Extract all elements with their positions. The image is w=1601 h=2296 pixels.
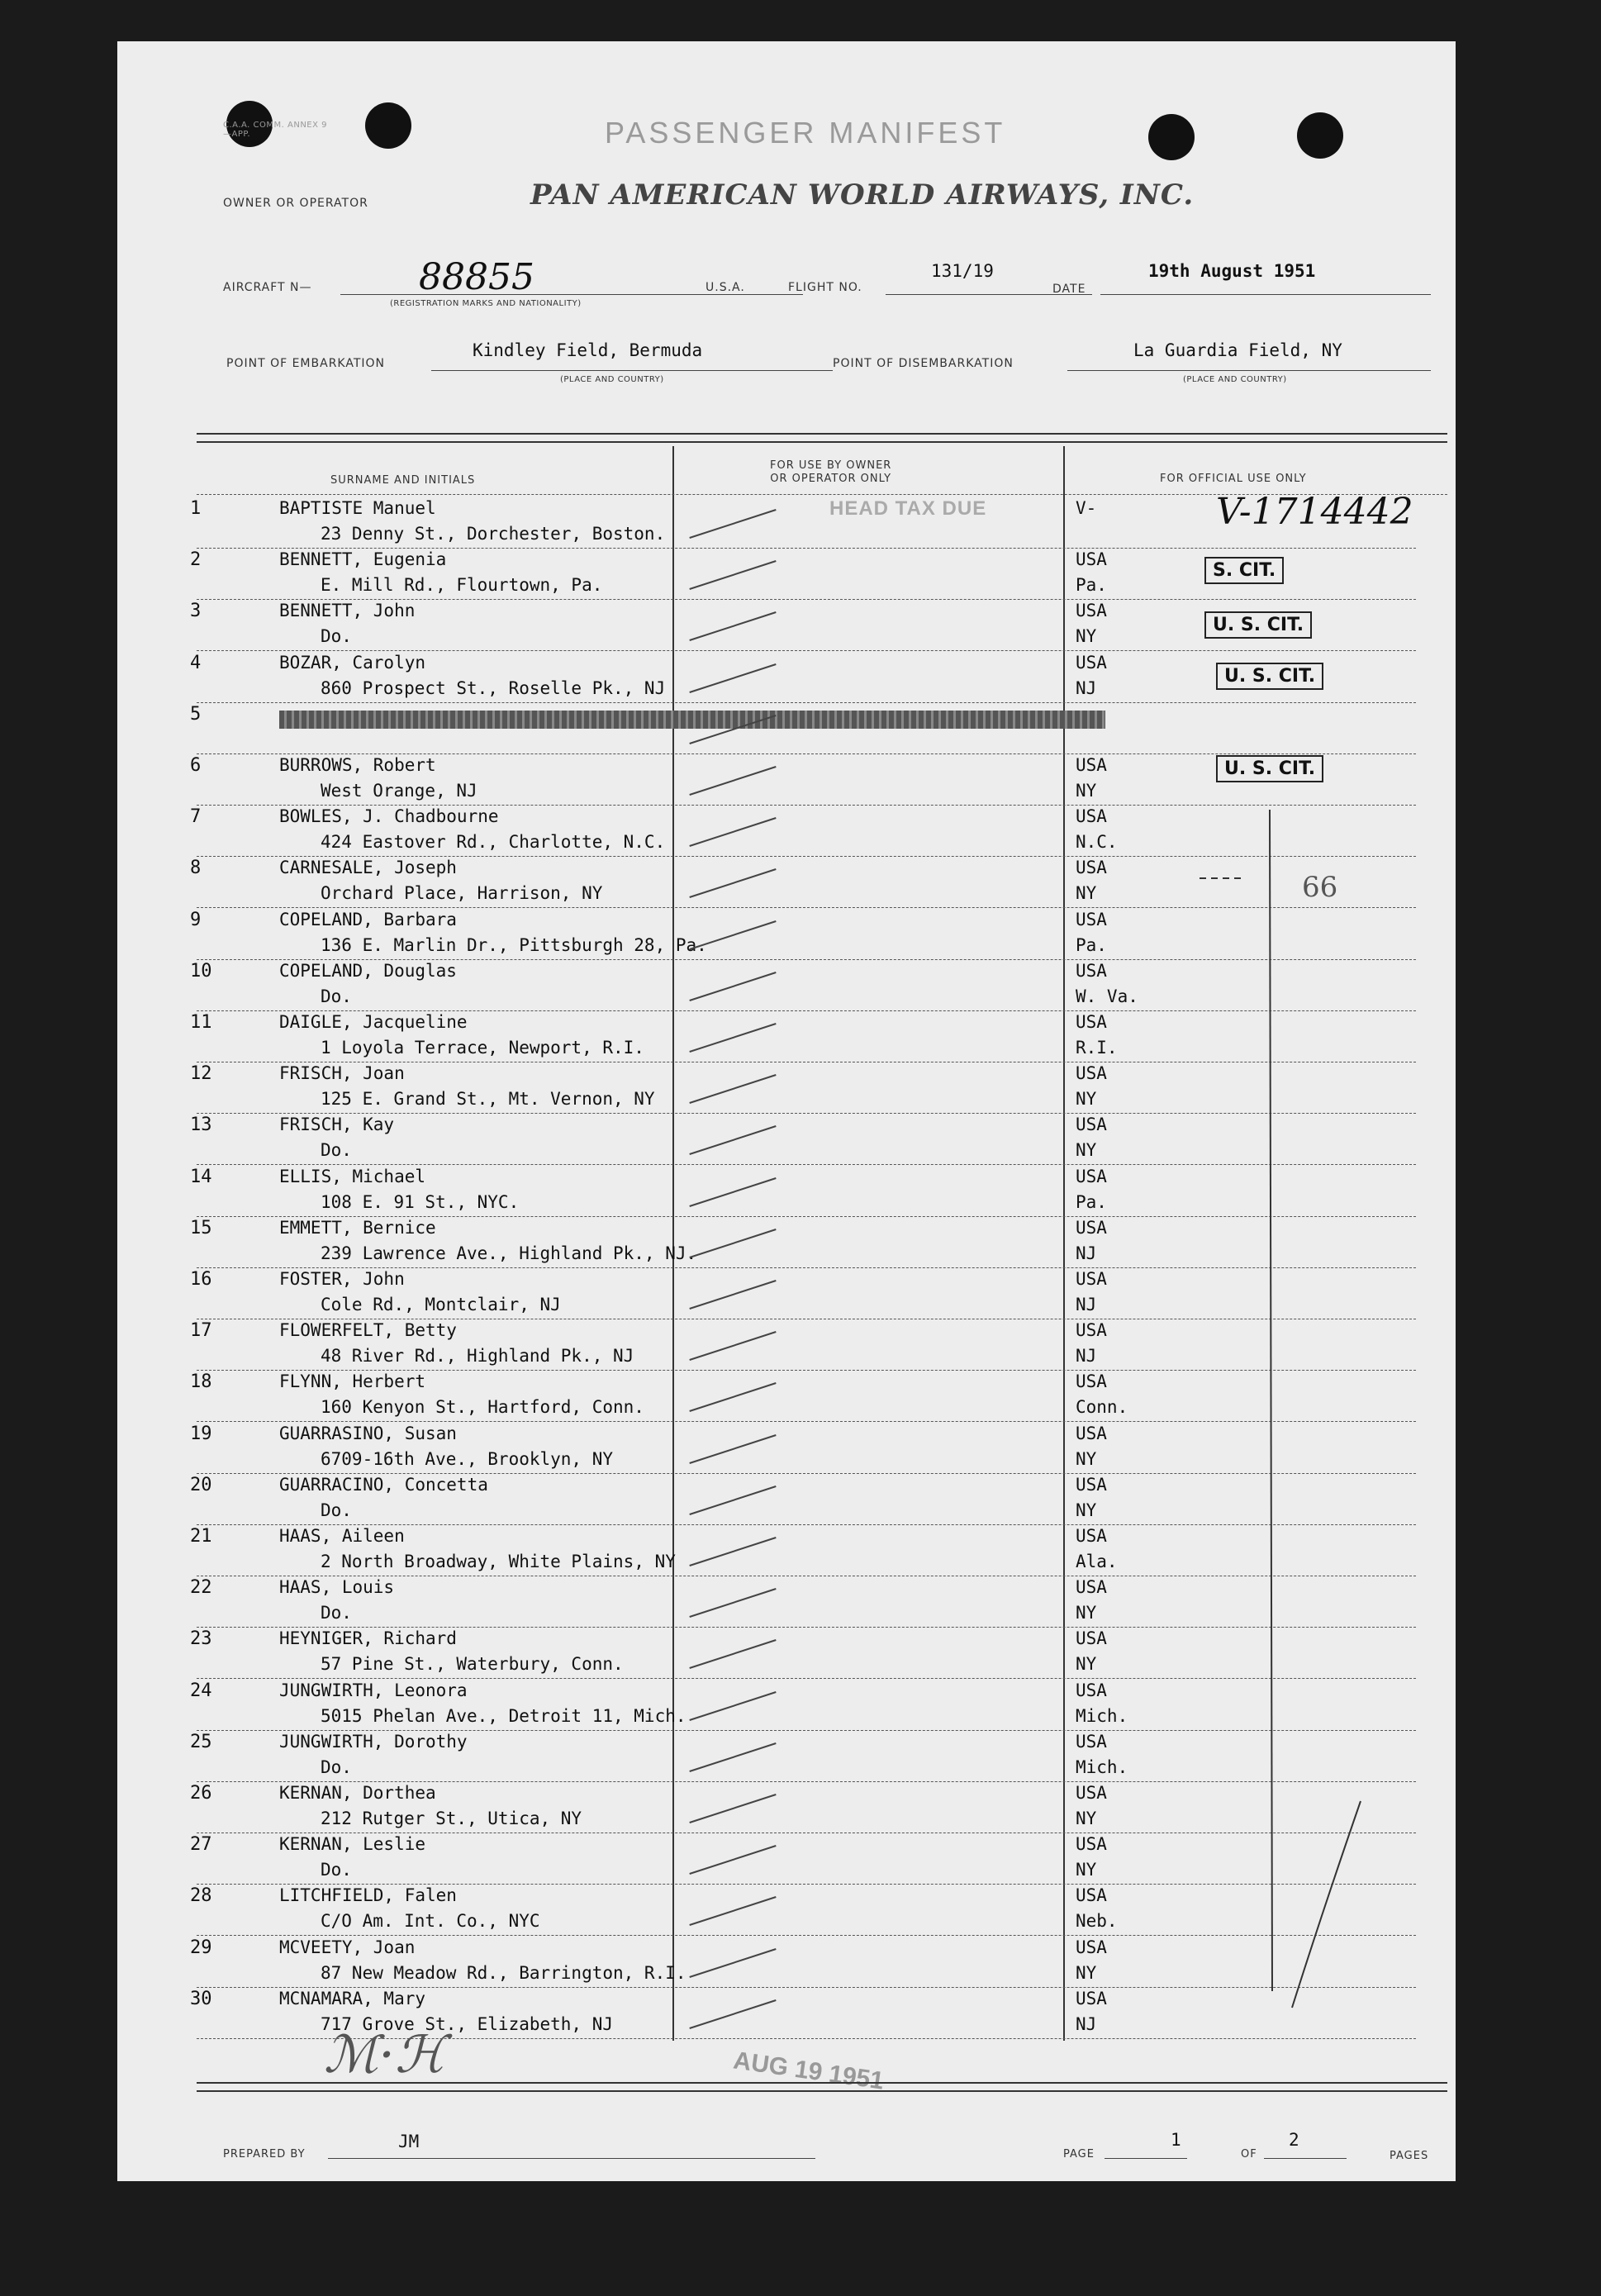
row-number: 2 [190, 549, 202, 571]
residence-state: NY [1076, 626, 1097, 647]
citizenship: USA [1076, 1423, 1107, 1443]
citizenship: USA [1076, 1115, 1107, 1135]
row-number: 15 [190, 1217, 212, 1238]
residence-state: NY [1076, 1603, 1097, 1623]
citizenship: USA [1076, 858, 1107, 878]
row-number: 21 [190, 1526, 212, 1547]
passenger-address: 57 Pine St., Waterbury, Conn. [321, 1654, 624, 1675]
passenger-address: 136 E. Marlin Dr., Pittsburgh 28, Pa. [321, 934, 707, 955]
citizenship: USA [1076, 652, 1107, 673]
citizenship: USA [1076, 1526, 1107, 1546]
page-number: 1 [1171, 2130, 1181, 2150]
date-stamp: AUG 19 1951 [731, 2046, 886, 2095]
row-number: 18 [190, 1371, 212, 1393]
passenger-name: CARNESALE, Joseph [279, 858, 457, 878]
passenger-name: MCNAMARA, Mary [279, 1988, 426, 2008]
pen-marks [117, 41, 1456, 2181]
row-number: 20 [190, 1474, 212, 1495]
row-number: 19 [190, 1423, 212, 1444]
row-number: 17 [190, 1320, 212, 1342]
residence-state: NJ [1076, 2013, 1097, 2034]
passenger-name: BURROWS, Robert [279, 755, 436, 775]
passenger-address: 212 Rutger St., Utica, NY [321, 1809, 582, 1828]
passenger-address: 48 River Rd., Highland Pk., NJ [321, 1346, 634, 1367]
head-tax-stamp: HEAD TAX DUE [829, 497, 987, 520]
row-number: 30 [190, 1988, 212, 2009]
prepared-label: PREPARED BY [223, 2148, 306, 2161]
operator-name: PAN AMERICAN WORLD AIRWAYS, INC. [530, 178, 1195, 212]
prepared-by: JM [398, 2132, 420, 2151]
passenger-address: 424 Eastover Rd., Charlotte, N.C. [321, 832, 666, 853]
passenger-name: BAPTISTE Manuel [279, 498, 436, 518]
passenger-name: ELLIS, Michael [279, 1166, 426, 1186]
citizenship: USA [1076, 549, 1107, 570]
passenger-count: 66 [1302, 871, 1338, 904]
citizenship: USA [1076, 960, 1107, 981]
passenger-name: FOSTER, John [279, 1269, 405, 1289]
residence-state: Mich. [1076, 1705, 1128, 1726]
passenger-name: EMMETT, Bernice [279, 1217, 436, 1238]
row-number: 13 [190, 1115, 212, 1136]
row-number: 6 [190, 755, 202, 776]
residence-state: Conn. [1076, 1397, 1128, 1418]
row-number: 26 [190, 1783, 212, 1804]
row-number: 29 [190, 1937, 212, 1958]
disembarkation-caption: (PLACE AND COUNTRY) [1183, 375, 1287, 384]
residence-state: NY [1076, 1860, 1097, 1880]
residence-state: NJ [1076, 677, 1097, 698]
citizen-stamp: U. S. CIT. [1204, 611, 1312, 639]
passenger-name: COPELAND, Barbara [279, 909, 457, 929]
passenger-name: JUNGWIRTH, Leonora [279, 1680, 468, 1700]
passenger-address: Do. [321, 1500, 352, 1520]
citizenship: USA [1076, 1834, 1107, 1855]
passenger-address: 23 Denny St., Dorchester, Boston. [321, 524, 666, 544]
row-number: 23 [190, 1628, 212, 1650]
passenger-address: E. Mill Rd., Flourtown, Pa. [321, 575, 603, 596]
passenger-address: Do. [321, 1140, 352, 1161]
citizenship: V- [1076, 498, 1097, 518]
passenger-name: KERNAN, Leslie [279, 1834, 426, 1855]
passenger-address: 125 E. Grand St., Mt. Vernon, NY [321, 1089, 655, 1110]
usa-label: U.S.A. [705, 281, 745, 294]
citizenship: USA [1076, 1680, 1107, 1700]
passenger-name: GUARRASINO, Susan [279, 1423, 457, 1443]
citizenship: USA [1076, 1628, 1107, 1649]
passenger-address: 239 Lawrence Ave., Highland Pk., NJ. [321, 1243, 697, 1263]
citizen-stamp: S. CIT. [1204, 557, 1284, 584]
row-number: 3 [190, 601, 202, 622]
passenger-name: MCVEETY, Joan [279, 1937, 416, 1957]
citizenship: USA [1076, 1731, 1107, 1752]
passenger-address: 860 Prospect St., Roselle Pk., NJ [321, 677, 666, 698]
passenger-address: Cole Rd., Montclair, NJ [321, 1295, 561, 1314]
flight-label: FLIGHT NO. [788, 281, 862, 294]
passenger-name: BOZAR, Carolyn [279, 652, 426, 673]
manifest-page [117, 41, 1456, 2181]
residence-state: NY [1076, 1962, 1097, 1983]
row-number: 5 [190, 703, 202, 725]
passenger-address: Do. [321, 1603, 352, 1623]
of-label: OF [1241, 2148, 1257, 2161]
aircraft-caption: (REGISTRATION MARKS AND NATIONALITY) [390, 299, 582, 308]
flight-number: 131/19 [931, 261, 994, 281]
row-number: 8 [190, 858, 202, 879]
citizenship: USA [1076, 806, 1107, 827]
citizenship: USA [1076, 1166, 1107, 1186]
citizenship: USA [1076, 1371, 1107, 1392]
row-number: 28 [190, 1885, 212, 1907]
column-header-official: FOR OFFICIAL USE ONLY [1160, 473, 1307, 485]
citizenship: USA [1076, 1217, 1107, 1238]
residence-state: NJ [1076, 1243, 1097, 1263]
passenger-name: HAAS, Louis [279, 1577, 395, 1598]
page-label: PAGE [1063, 2148, 1095, 2161]
residence-state: NY [1076, 1809, 1097, 1828]
residence-state: Ala. [1076, 1552, 1118, 1571]
passenger-address: Orchard Place, Harrison, NY [321, 883, 603, 904]
disembarkation-point: La Guardia Field, NY [1133, 340, 1342, 360]
form-title: PASSENGER MANIFEST [605, 116, 1006, 150]
passenger-address: Do. [321, 626, 352, 647]
residence-state: NY [1076, 883, 1097, 904]
row-number: 4 [190, 652, 202, 673]
residence-state: W. Va. [1076, 986, 1138, 1006]
citizenship: USA [1076, 909, 1107, 929]
citizen-stamp: U. S. CIT. [1216, 663, 1323, 690]
passenger-address: 2 North Broadway, White Plains, NY [321, 1552, 676, 1571]
pages-label: PAGES [1390, 2150, 1429, 2162]
residence-state: NY [1076, 1500, 1097, 1520]
passenger-name: FRISCH, Kay [279, 1115, 395, 1135]
passenger-address: 5015 Phelan Ave., Detroit 11, Mich. [321, 1705, 686, 1726]
citizen-stamp: U. S. CIT. [1216, 755, 1323, 782]
row-number: 14 [190, 1166, 212, 1187]
residence-state: R.I. [1076, 1038, 1118, 1058]
column-header-owner: FOR USE BY OWNER OR OPERATOR ONLY [770, 459, 892, 485]
passenger-address: 160 Kenyon St., Hartford, Conn. [321, 1397, 644, 1418]
citizenship: USA [1076, 1577, 1107, 1598]
citizenship: USA [1076, 1269, 1107, 1289]
passenger-name: LITCHFIELD, Falen [279, 1885, 457, 1906]
disembarkation-label: POINT OF DISEMBARKATION [833, 357, 1014, 370]
passenger-name: DAIGLE, Jacqueline [279, 1012, 468, 1032]
form-reference: C.A.A. COMM. ANNEX 9—APP. [223, 121, 328, 139]
row-number: 25 [190, 1731, 212, 1752]
passenger-address: Do. [321, 986, 352, 1006]
citizenship: USA [1076, 1320, 1107, 1341]
passenger-name: HAAS, Aileen [279, 1526, 405, 1546]
passenger-address: Do. [321, 1860, 352, 1880]
residence-state: NJ [1076, 1346, 1097, 1367]
aircraft-registration: 88855 [419, 256, 534, 298]
citizenship: USA [1076, 1012, 1107, 1032]
row-number: 1 [190, 498, 202, 519]
passenger-address: 6709-16th Ave., Brooklyn, NY [321, 1448, 614, 1469]
row-number: 9 [190, 909, 202, 930]
residence-state: Pa. [1076, 575, 1107, 596]
row-number: 7 [190, 806, 202, 828]
row-number: 16 [190, 1269, 212, 1290]
residence-state: NY [1076, 1448, 1097, 1469]
passenger-name: HEYNIGER, Richard [279, 1628, 457, 1649]
aircraft-label: AIRCRAFT N— [223, 281, 312, 294]
citizenship: USA [1076, 1783, 1107, 1803]
row-number: 27 [190, 1834, 212, 1856]
page-total: 2 [1289, 2130, 1299, 2150]
citizenship: USA [1076, 1885, 1107, 1906]
residence-state: N.C. [1076, 832, 1118, 853]
passenger-name: BENNETT, Eugenia [279, 549, 447, 570]
passenger-address: 108 E. 91 St., NYC. [321, 1191, 520, 1212]
embarkation-label: POINT OF EMBARKATION [226, 357, 386, 370]
residence-state: Pa. [1076, 1191, 1107, 1212]
passenger-address: 1 Loyola Terrace, Newport, R.I. [321, 1038, 644, 1058]
passenger-name: FLOWERFELT, Betty [279, 1320, 457, 1341]
passenger-address: C/O Am. Int. Co., NYC [321, 1911, 540, 1932]
passenger-name: JUNGWIRTH, Dorothy [279, 1731, 468, 1752]
row-number: 10 [190, 960, 212, 982]
embarkation-caption: (PLACE AND COUNTRY) [560, 375, 664, 384]
passenger-name: FRISCH, Joan [279, 1063, 405, 1084]
residence-state: Mich. [1076, 1756, 1128, 1777]
row-number: 24 [190, 1680, 212, 1701]
citizenship: USA [1076, 601, 1107, 621]
passenger-name: FLYNN, Herbert [279, 1371, 426, 1392]
citizenship: USA [1076, 755, 1107, 775]
passenger-name: KERNAN, Dorthea [279, 1783, 436, 1803]
citizenship: USA [1076, 1063, 1107, 1084]
date-label: DATE [1052, 283, 1086, 296]
visa-number: V-1714442 [1216, 491, 1413, 533]
residence-state: Neb. [1076, 1911, 1118, 1932]
passenger-name: COPELAND, Douglas [279, 960, 457, 981]
citizenship: USA [1076, 1988, 1107, 2008]
passenger-name: GUARRACINO, Concetta [279, 1474, 488, 1495]
passenger-address: 87 New Meadow Rd., Barrington, R.I. [321, 1962, 686, 1983]
passenger-address: Do. [321, 1756, 352, 1777]
residence-state: NY [1076, 781, 1097, 801]
passenger-address: West Orange, NJ [321, 781, 477, 801]
passenger-name: BENNETT, John [279, 601, 416, 621]
row-number: 12 [190, 1063, 212, 1085]
owner-label: OWNER OR OPERATOR [223, 197, 368, 210]
flight-date: 19th August 1951 [1148, 261, 1316, 281]
residence-state: NY [1076, 1654, 1097, 1675]
citizenship: USA [1076, 1474, 1107, 1495]
row-number: 11 [190, 1012, 212, 1033]
citizenship: USA [1076, 1937, 1107, 1957]
residence-state: Pa. [1076, 934, 1107, 955]
residence-state: NY [1076, 1089, 1097, 1110]
residence-state: NY [1076, 1140, 1097, 1161]
passenger-name: BOWLES, J. Chadbourne [279, 806, 499, 827]
embarkation-point: Kindley Field, Bermuda [473, 340, 703, 360]
signature: ℳ·ℋ [324, 2024, 446, 2084]
passenger-address: 717 Grove St., Elizabeth, NJ [321, 2013, 614, 2034]
row-number: 22 [190, 1577, 212, 1599]
column-header-surname: SURNAME AND INITIALS [330, 474, 476, 487]
residence-state: NJ [1076, 1295, 1097, 1314]
